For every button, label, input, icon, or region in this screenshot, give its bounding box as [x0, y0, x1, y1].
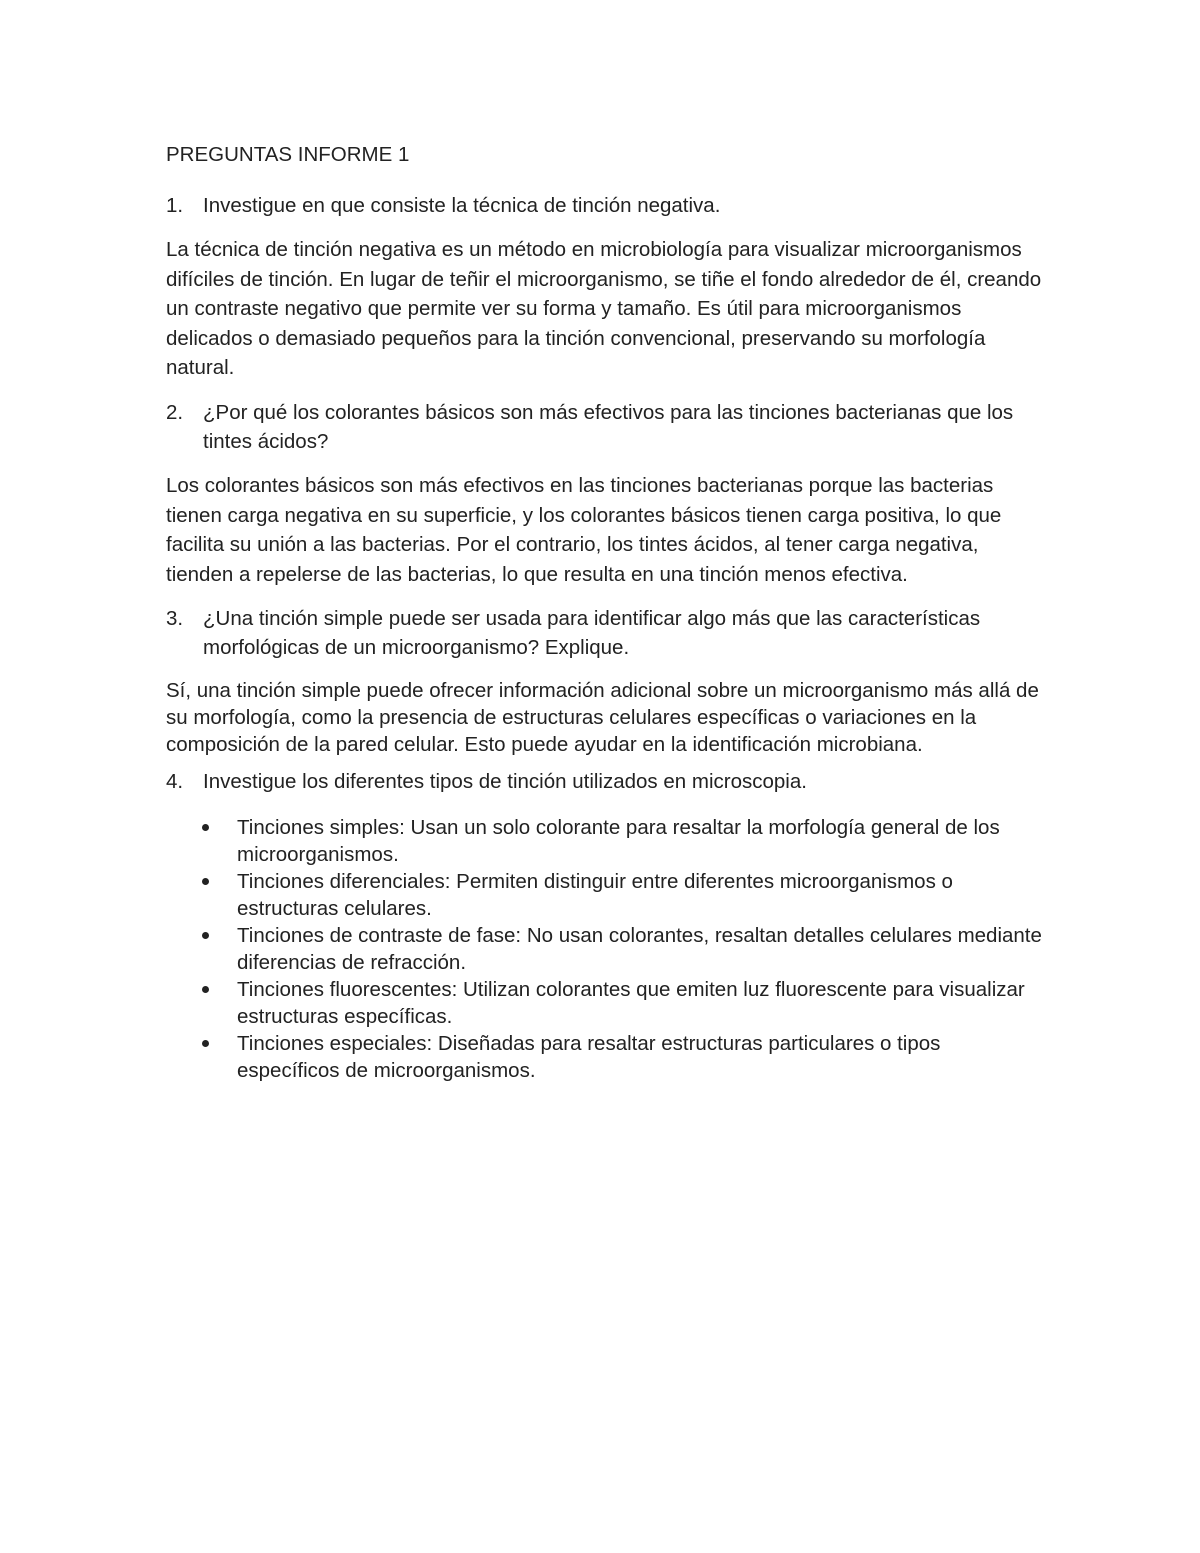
answer-3: Sí, una tinción simple puede ofrecer información adicional sobre un microorganismo más allá de su morfología, como la presencia de estructuras celulares específicas o variaciones en la composición de la pared celular. Esto puede ayudar en la identificación microbiana. [166, 679, 1039, 757]
document-title: PREGUNTAS INFORME 1 [166, 143, 410, 166]
question-text: Investigue en que consiste la técnica de tinción negativa. [203, 194, 721, 217]
question-4 [166, 767, 1046, 796]
list-item-text: Tinciones fluorescentes: Utilizan colorantes que emiten luz fluorescente para visualizar estructuras específicas. [237, 978, 1025, 1029]
question-number: 4. [166, 770, 184, 794]
list-item [200, 868, 1046, 922]
list-item-text: Tinciones de contraste de fase: No usan colorantes, resaltan detalles celulares mediante diferencias de refracción. [237, 924, 1042, 975]
list-item-text: Tinciones especiales: Diseñadas para resaltar estructuras particulares o tipos específicos de microorganismos. [237, 1032, 941, 1083]
bullet-icon [200, 976, 237, 1030]
answer-2: Los colorantes básicos son más efectivos en las tinciones bacterianas porque las bacterias tienen carga negativa en su superficie, y los colorantes básicos tienen carga positiva, lo que facilita su unión a las bacterias. Por el contrario, los tintes ácidos, al tener carga negativa, tienden a repelerse de las bacterias, lo que resulta en una tinción menos efectiva. [166, 473, 1002, 586]
list-item-text: Tinciones simples: Usan un solo colorante para resaltar la morfología general de los microorganismos. [237, 816, 1000, 867]
answer-1: La técnica de tinción negativa es un método en microbiología para visualizar microorganismos difíciles de tinción. En lugar de teñir el microorganismo, se tiñe el fondo alrededor de él, creando un contraste negativo que permite ver su forma y tamaño. Es útil para microorganismos delicados o demasiado pequeños para la tinción convencional, preservando su morfología natural. [166, 238, 1042, 380]
list-item-text: Tinciones diferenciales: Permiten distinguir entre diferentes microorganismos o estructuras celulares. [237, 870, 953, 921]
question-text: ¿Una tinción simple puede ser usada para identificar algo más que las características morfológicas de un microorganismo? Explique. [203, 607, 981, 660]
document-page [166, 140, 1046, 1084]
question-number: 3. [166, 607, 184, 631]
bullet-icon [200, 922, 237, 976]
question-number: 1. [166, 194, 184, 217]
list-item [200, 1030, 1046, 1084]
question-3 [166, 604, 1046, 662]
staining-types-list [166, 814, 1046, 1084]
bullet-icon [200, 1030, 237, 1084]
list-item [200, 814, 1046, 868]
question-1 [166, 191, 1046, 220]
list-item [200, 976, 1046, 1030]
bullet-icon [200, 868, 237, 922]
bullet-icon [200, 814, 237, 868]
list-item [200, 922, 1046, 976]
question-text: ¿Por qué los colorantes básicos son más efectivos para las tinciones bacterianas que los tintes ácidos? [203, 400, 1014, 453]
question-number: 2. [166, 400, 184, 424]
question-text: Investigue los diferentes tipos de tinción utilizados en microscopia. [203, 770, 807, 794]
question-2 [166, 398, 1046, 456]
